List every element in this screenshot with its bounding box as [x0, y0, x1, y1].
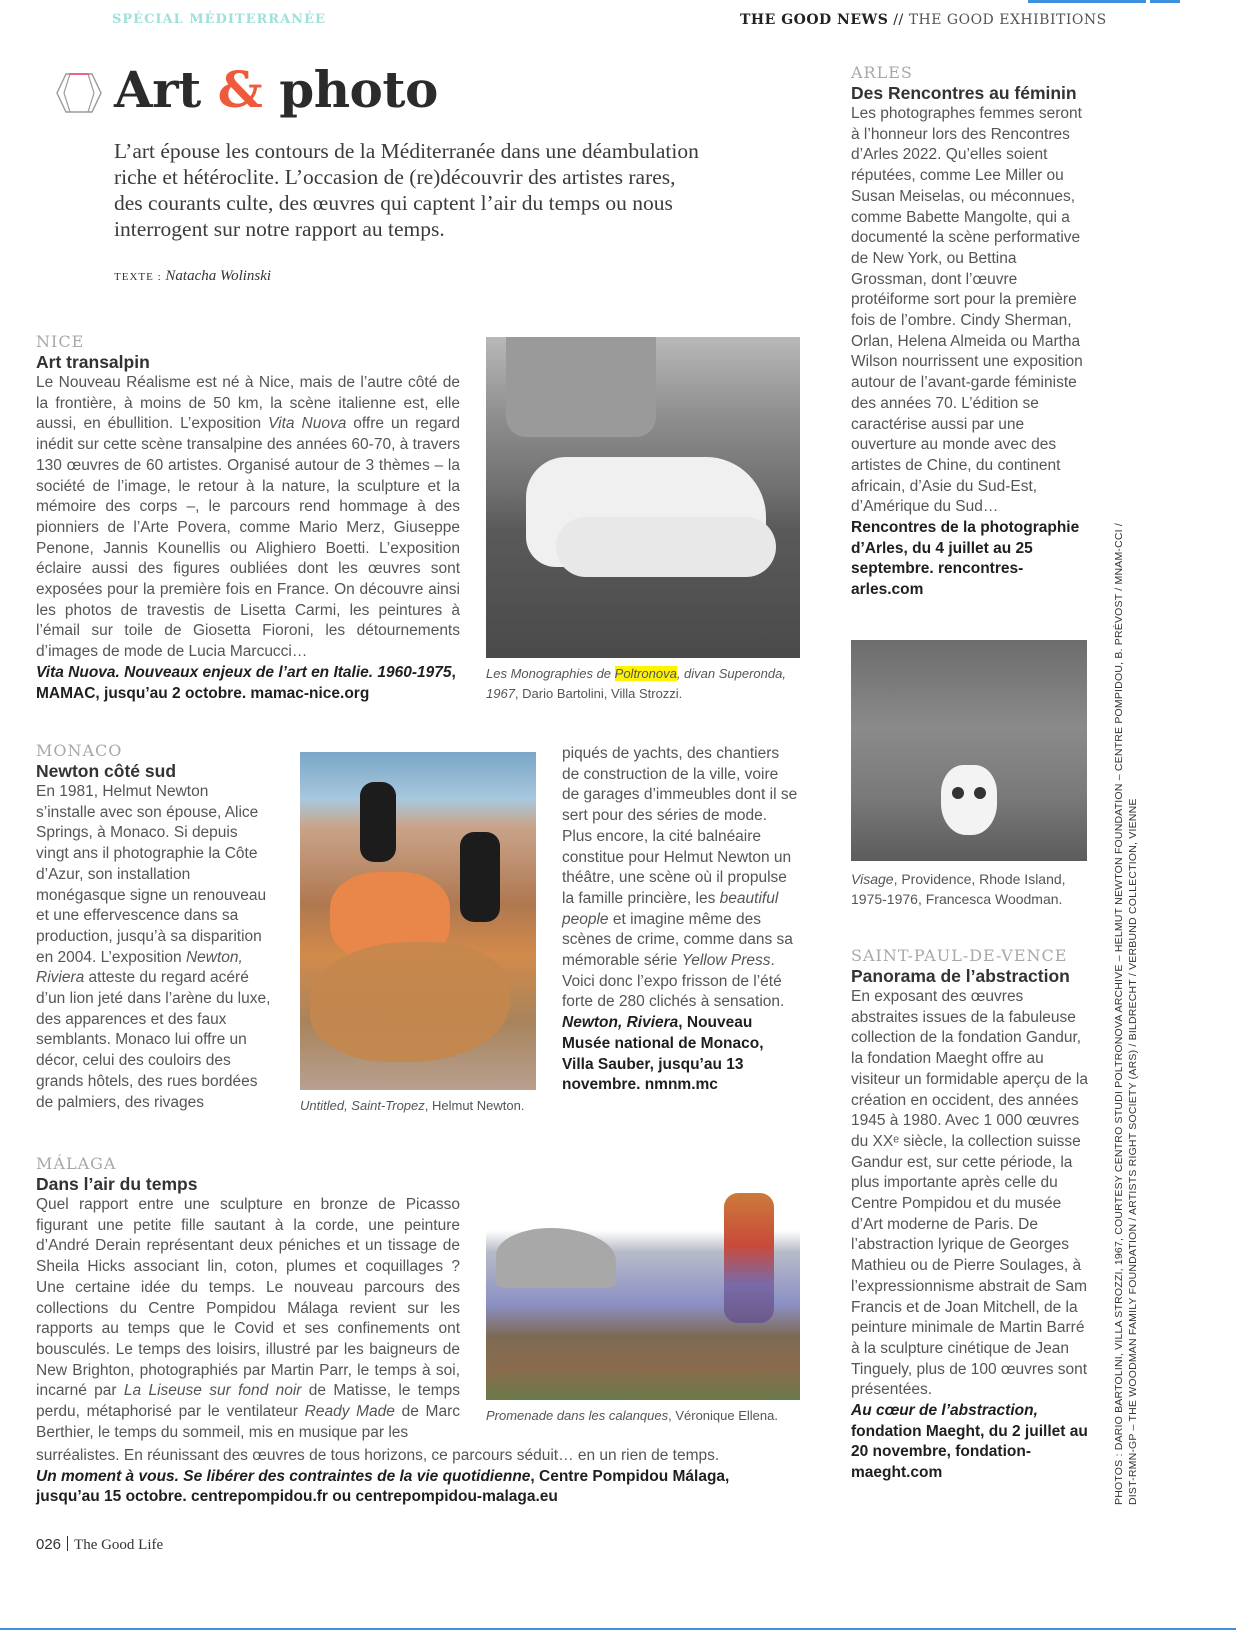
title-word: Art	[114, 60, 201, 119]
city-label: SAINT-PAUL-DE-VENCE	[851, 946, 1068, 965]
page-title	[114, 60, 438, 119]
exhibition-info: Newton, Riviera, Nouveau Musée national de Monaco, Villa Sauber, jusqu’au 13 novembre. nmnm.mc	[562, 1014, 764, 1094]
page-number: 026	[36, 1536, 62, 1553]
article-headline: Newton côté sud	[36, 761, 177, 781]
article-body: surréalistes. En réunissant des œuvres de tous horizons, ce parcours séduit… en un rien de temps.	[36, 1447, 720, 1464]
bottom-accent-line	[0, 1628, 1236, 1630]
exhibition-info: Vita Nuova. Nouveaux enjeux de l’art en Italie. 1960-1975, MAMAC, jusqu’au 2 octobre. mamac-nice.org	[36, 663, 456, 702]
article-headline: Art transalpin	[36, 352, 150, 372]
city-label: MONACO	[36, 741, 123, 760]
photo-poltronova-sofa	[486, 337, 800, 658]
article-monaco-continued	[562, 744, 798, 1096]
photo-calanques	[486, 1188, 800, 1400]
photo-caption: Promenade dans les calanques, Véronique Ellena.	[486, 1408, 778, 1423]
city-label: ARLES	[851, 63, 913, 82]
article-body: En exposant des œuvres abstraites issues de la fabuleuse collection de la fondation Gandur, la fondation Maeght offre au visiteur un formidable aperçu de la création en occident, des années 1945 à 1980. Avec 1 000 œuvres du XXᵉ siècle, la collection suisse Gandur est, sur cette période, la plus importante après celle du Centre Pompidou et du musée d’Art moderne de Paris. De l’abstraction lyrique de Georges Mathieu ou de Pierre Soulages, à l’expressionnisme abstrait de Sam Francis et de Joan Mitchell, de la peinture minimale de Martin Barré à la sculpture cinétique de Jean Tinguely, plus de 100 œuvres sont présentées.	[851, 988, 1088, 1399]
running-head-separator: //	[888, 12, 909, 28]
article-body: Quel rapport entre une sculpture en bronze de Picasso figurant une petite fille sautant à la corde, une peinture d’André Derain représentant deux péniches et un tissage de Sheila Hicks associant lin, coton, plumes et coquillages ? Une certaine idée du temps. Le nouveau parcours des collections du Centre Pompidou Málaga revient sur les rapports au temps que le Covid et ses confinements ont bousculés. Le temps des loisirs, illustré par les baigneurs de New Brighton, photographiés par Martin Parr, le temps à soi, incarné par La Liseuse sur fond noir de Matisse, le temps perdu, métaphorisé par le ventilateur Ready Made de Marc Berthier, le temps du sommeil, mis en musique par les	[36, 1196, 461, 1441]
photo-credits: PHOTOS : DARIO BARTOLINI, VILLA STROZZI, 1967, COURTESY CENTRO STUDI POLTRONOVA ARCHIVE – HELMUT NEWTON FOUNDATION – CENTRE POMPIDOU, B. PRÉVOST / MNAM-CCI / DIST-RMN-GP – THE WOODMAN FAMILY FOUNDATION / ARTISTS RIGHT SOCIETY (ARS) / BILDRECHT / VERBUND COLLECTION, VIENNE	[1113, 522, 1139, 1505]
article-malaga-continued	[36, 1446, 796, 1508]
exhibition-info: Au cœur de l’abstraction, fondation Maeght, du 2 juillet au 20 novembre, fondation-maeght.com	[851, 1402, 1088, 1482]
exhibition-info: Rencontres de la photographie d’Arles, du 4 juillet au 25 septembre. rencontres-arles.com	[851, 519, 1080, 599]
title-word: photo	[279, 60, 438, 119]
article-headline: Des Rencontres au féminin	[851, 83, 1077, 103]
section-kicker: SPÉCIAL MÉDITERRANÉE	[112, 12, 326, 27]
city-label: MÁLAGA	[36, 1154, 117, 1173]
article-monaco	[36, 741, 272, 1113]
folio-divider	[67, 1536, 68, 1551]
running-head	[740, 12, 1107, 28]
article-headline: Dans l’air du temps	[36, 1174, 198, 1194]
magazine-name: The Good Life	[74, 1537, 164, 1553]
title-ampersand: &	[217, 60, 263, 119]
byline-label: TEXTE :	[114, 271, 162, 283]
photo-caption: Les Monographies de Poltronova, divan Superonda, 1967, Dario Bartolini, Villa Strozzi.	[486, 666, 786, 701]
article-body: En 1981, Helmut Newton s’installe avec son épouse, Alice Springs, à Monaco. Si depuis vingt ans il photographie la Côte d’Azur, son installation monégasque signe un renouveau et une effervescence dans sa production, jusqu’à sa disparition en 2004. L’exposition Newton, Riviera atteste du regard acéré d’un lion jeté dans l’arène du luxe, des apparences et des faux semblants. Monaco lui offre un décor, celui des couloirs des grands hôtels, des rues bordées de palmiers, des rivages	[36, 783, 271, 1111]
article-body: Les photographes femmes seront à l’honneur lors des Rencontres d’Arles 2022. Qu’elles soient réputées, comme Lee Miller ou Susan Meiselas, ou méconnues, comme Babette Mangolte, qui a documenté la scène performative de New York, ou Bettina Grossman, dont l’œuvre protéiforme sort pour la première fois de l’ombre. Cindy Sherman, Orlan, Helena Almeida ou Martha Wilson nourrissent une exposition autour de l’avant-garde féministe des années 70. L’édition se caractérise aussi par une ouverture au monde avec des artistes de Chine, du continent africain, d’Asie du Sud-Est, d’Amérique du Sud…	[851, 105, 1083, 516]
photo-woodman-visage	[851, 640, 1087, 861]
article-nice	[36, 332, 460, 704]
top-accent-bar	[1150, 0, 1180, 3]
top-accent-bar	[1028, 0, 1146, 3]
article-saint-paul	[851, 946, 1091, 1484]
running-head-secondary: THE GOOD EXHIBITIONS	[908, 12, 1107, 28]
city-label: NICE	[36, 332, 85, 351]
photo-caption: Untitled, Saint-Tropez, Helmut Newton.	[300, 1098, 525, 1113]
exhibition-info: Un moment à vous. Se libérer des contraintes de la vie quotidienne, Centre Pompidou Málaga, jusqu’au 15 octobre. centrepompidou.fr ou centrepompidou-malaga.eu	[36, 1467, 730, 1506]
page-folio	[36, 1536, 163, 1554]
article-arles	[851, 63, 1091, 601]
byline-author: Natacha Wolinski	[165, 268, 272, 284]
byline	[114, 268, 271, 285]
lede-paragraph: L’art épouse les contours de la Méditerranée dans une déambulation riche et hétéroclite. L’occasion de (re)découvrir des artistes rares, des courants culte, des œuvres qui captent l’air du temps ou nous interrogent sur notre rapport au temps.	[114, 139, 699, 241]
photo-newton-divers	[300, 752, 536, 1090]
highlighted-text: Poltronova	[614, 666, 677, 681]
hexagon-icon	[56, 72, 102, 114]
article-headline: Panorama de l’abstraction	[851, 966, 1070, 986]
running-head-primary: THE GOOD NEWS	[740, 12, 889, 28]
photo-caption: Visage, Providence, Rhode Island, 1975-1976, Francesca Woodman.	[851, 871, 1066, 907]
article-body: piqués de yachts, des chantiers de construction de la ville, voire de garages d’immeubles dont il se sert pour des séries de mode. Plus encore, la cité balnéaire constitue pour Helmut Newton un théâtre, une scène où il propulse la famille princière, les beautiful people et imagine même des scènes de crime, comme dans sa mémorable série Yellow Press. Voici donc l’expo frisson de l’été forte de 280 clichés à sensation.	[562, 745, 798, 1011]
article-malaga	[36, 1154, 460, 1443]
article-body: Le Nouveau Réalisme est né à Nice, mais de l’autre côté de la frontière, à moins de 50 km, la scène italienne est, elle aussi, en ébullition. L’exposition Vita Nuova offre un regard inédit sur cette scène transalpine des années 60-70, à travers 130 œuvres de 60 artistes. Organisé autour de 3 thèmes – la société de l’image, le retour à la nature, la sculpture et la mémoire des corps –, le parcours rend hommage à des pionniers de l’Arte Povera, comme Mario Merz, Giuseppe Penone, Jannis Kounellis ou Alighiero Boetti. L’exposition éclaire aussi des figures oubliées dont les œuvres sont exposées pour la première fois en France. On découvre ainsi les photos de travestis de Lisetta Carmi, les peintures à l’émail sur toile de Giosetta Fioroni, les détournements d’images de mode de Lucia Marcucci…	[36, 374, 460, 661]
